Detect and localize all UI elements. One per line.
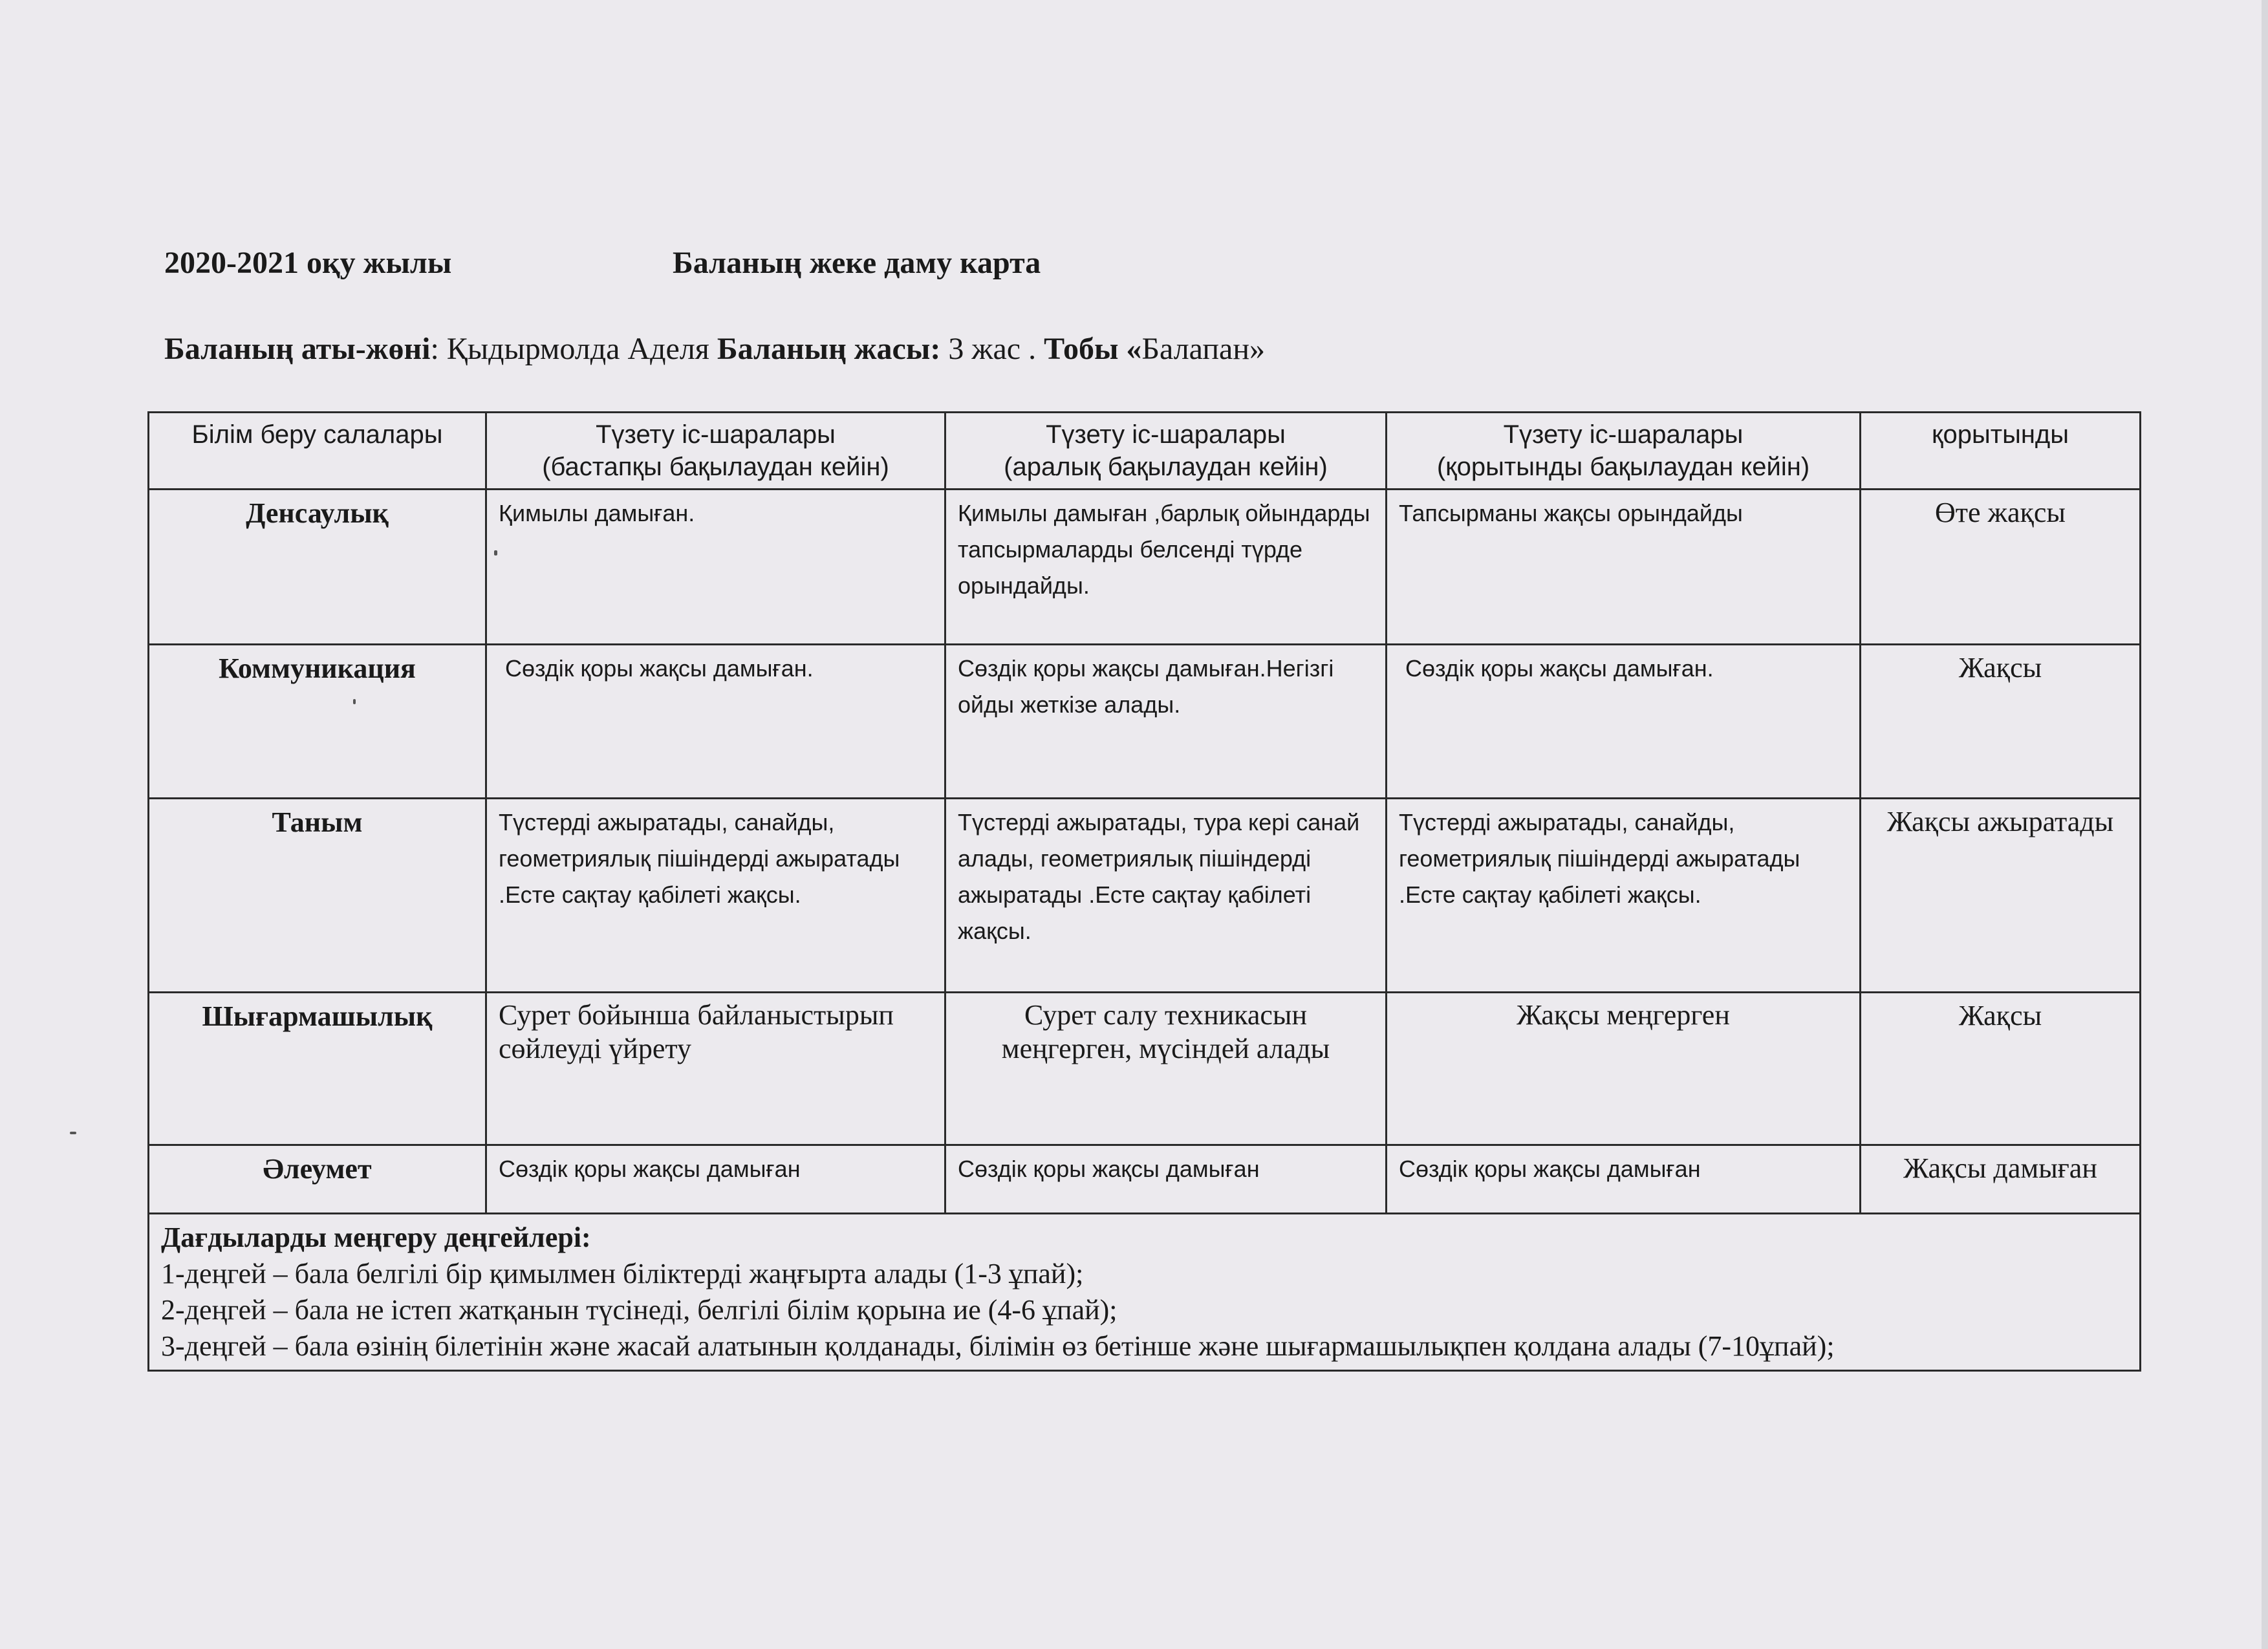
header-year-title [164, 244, 1041, 283]
middle-cell: Түстерді ажыратады, тура кері санай алады, геометриялық пішіндерді ажыратады .Есте сақтау қабілеті жақсы. [945, 799, 1387, 993]
table-row [149, 993, 2141, 1145]
initial-cell: Сөздік қоры жақсы дамыған [486, 1145, 945, 1214]
table-row [149, 490, 2141, 645]
final-cell: Сөздік қоры жақсы дамыған. [1387, 645, 1861, 799]
group-label: Тобы « [1044, 332, 1142, 366]
middle-cell: Сөздік қоры жақсы дамыған.Негізгі ойды жеткізе алады. [945, 645, 1387, 799]
table-header-row [149, 413, 2141, 490]
child-info-line [164, 330, 1265, 369]
col-header-final: Түзету іс-шаралары (қорытынды бақылаудан кейін) [1387, 413, 1861, 490]
group-value: Балапан» [1141, 332, 1266, 366]
development-map-table [147, 411, 2141, 1372]
levels-row [149, 1214, 2141, 1371]
child-name-value: : Қыдырмолда Аделя [430, 332, 709, 366]
result-cell: Жақсы [1861, 993, 2141, 1145]
level-1-text: 1-деңгей – бала белгілі бір қимылмен біліктерді жаңғырта алады (1-3 ұпай); [161, 1258, 1084, 1289]
middle-cell: Сурет салу техникасын меңгерген, мүсіндей алады [945, 993, 1387, 1145]
level-3-text: 3-деңгей – бала өзінің білетінін және жасай алатынын қолданады, білімін өз бетінше және шығармашылықпен қолдана алады (7-10ұпай); [161, 1330, 1835, 1362]
levels-heading: Дағдыларды меңгеру деңгейлері: [161, 1222, 591, 1253]
final-cell: Тапсырманы жақсы орындайды [1387, 490, 1861, 645]
final-cell: Сөздік қоры жақсы дамыған [1387, 1145, 1861, 1214]
child-age-label: Баланың жасы: [717, 332, 941, 366]
child-name-label: Баланың аты-жөні [164, 332, 431, 366]
initial-cell: Сурет бойынша байланыстырып сөйлеуді үйрету [486, 993, 945, 1145]
initial-cell: Қимылы дамыған. [486, 490, 945, 645]
col-header-initial: Түзету іс-шаралары (бастапқы бақылаудан кейін) [486, 413, 945, 490]
school-year: 2020-2021 оқу жылы [164, 246, 452, 280]
middle-cell: Қимылы дамыған ,барлық ойындарды тапсырмаларды белсенді түрде орындайды. [945, 490, 1387, 645]
result-cell: Өте жақсы [1861, 490, 2141, 645]
final-cell: Жақсы меңгерген [1387, 993, 1861, 1145]
levels-cell [149, 1214, 2141, 1371]
scan-speck [70, 1132, 76, 1134]
result-cell: Жақсы [1861, 645, 2141, 799]
result-cell: Жақсы ажыратады [1861, 799, 2141, 993]
initial-cell: Түстерді ажыратады, санайды, геометриялық пішіндерді ажыратады .Есте сақтау қабілеті жақсы. [486, 799, 945, 993]
level-2-text: 2-деңгей – бала не істеп жатқанын түсінеді, белгілі білім қорына ие (4-6 ұпай); [161, 1294, 1118, 1326]
result-cell: Жақсы дамыған [1861, 1145, 2141, 1214]
area-cell: Коммуникация [149, 645, 486, 799]
scan-speck [494, 550, 497, 555]
col-header-result: қорытынды [1861, 413, 2141, 490]
area-cell: Әлеумет [149, 1145, 486, 1214]
col-header-areas: Білім беру салалары [149, 413, 486, 490]
scan-speck [353, 699, 356, 704]
area-cell: Денсаулық [149, 490, 486, 645]
col-header-middle: Түзету іс-шаралары (аралық бақылаудан кейін) [945, 413, 1387, 490]
initial-cell: Сөздік қоры жақсы дамыған. [486, 645, 945, 799]
final-cell: Түстерді ажыратады, санайды, геометриялық пішіндерді ажыратады .Есте сақтау қабілеті жақсы. [1387, 799, 1861, 993]
table-row [149, 799, 2141, 993]
area-cell: Шығармашылық [149, 993, 486, 1145]
area-cell: Таным [149, 799, 486, 993]
child-age-value: 3 жас . [940, 332, 1044, 366]
page-edge-shadow [2262, 0, 2268, 1649]
middle-cell: Сөздік қоры жақсы дамыған [945, 1145, 1387, 1214]
table-row [149, 1145, 2141, 1214]
document-title: Баланың жеке даму карта [673, 246, 1041, 280]
table-row [149, 645, 2141, 799]
